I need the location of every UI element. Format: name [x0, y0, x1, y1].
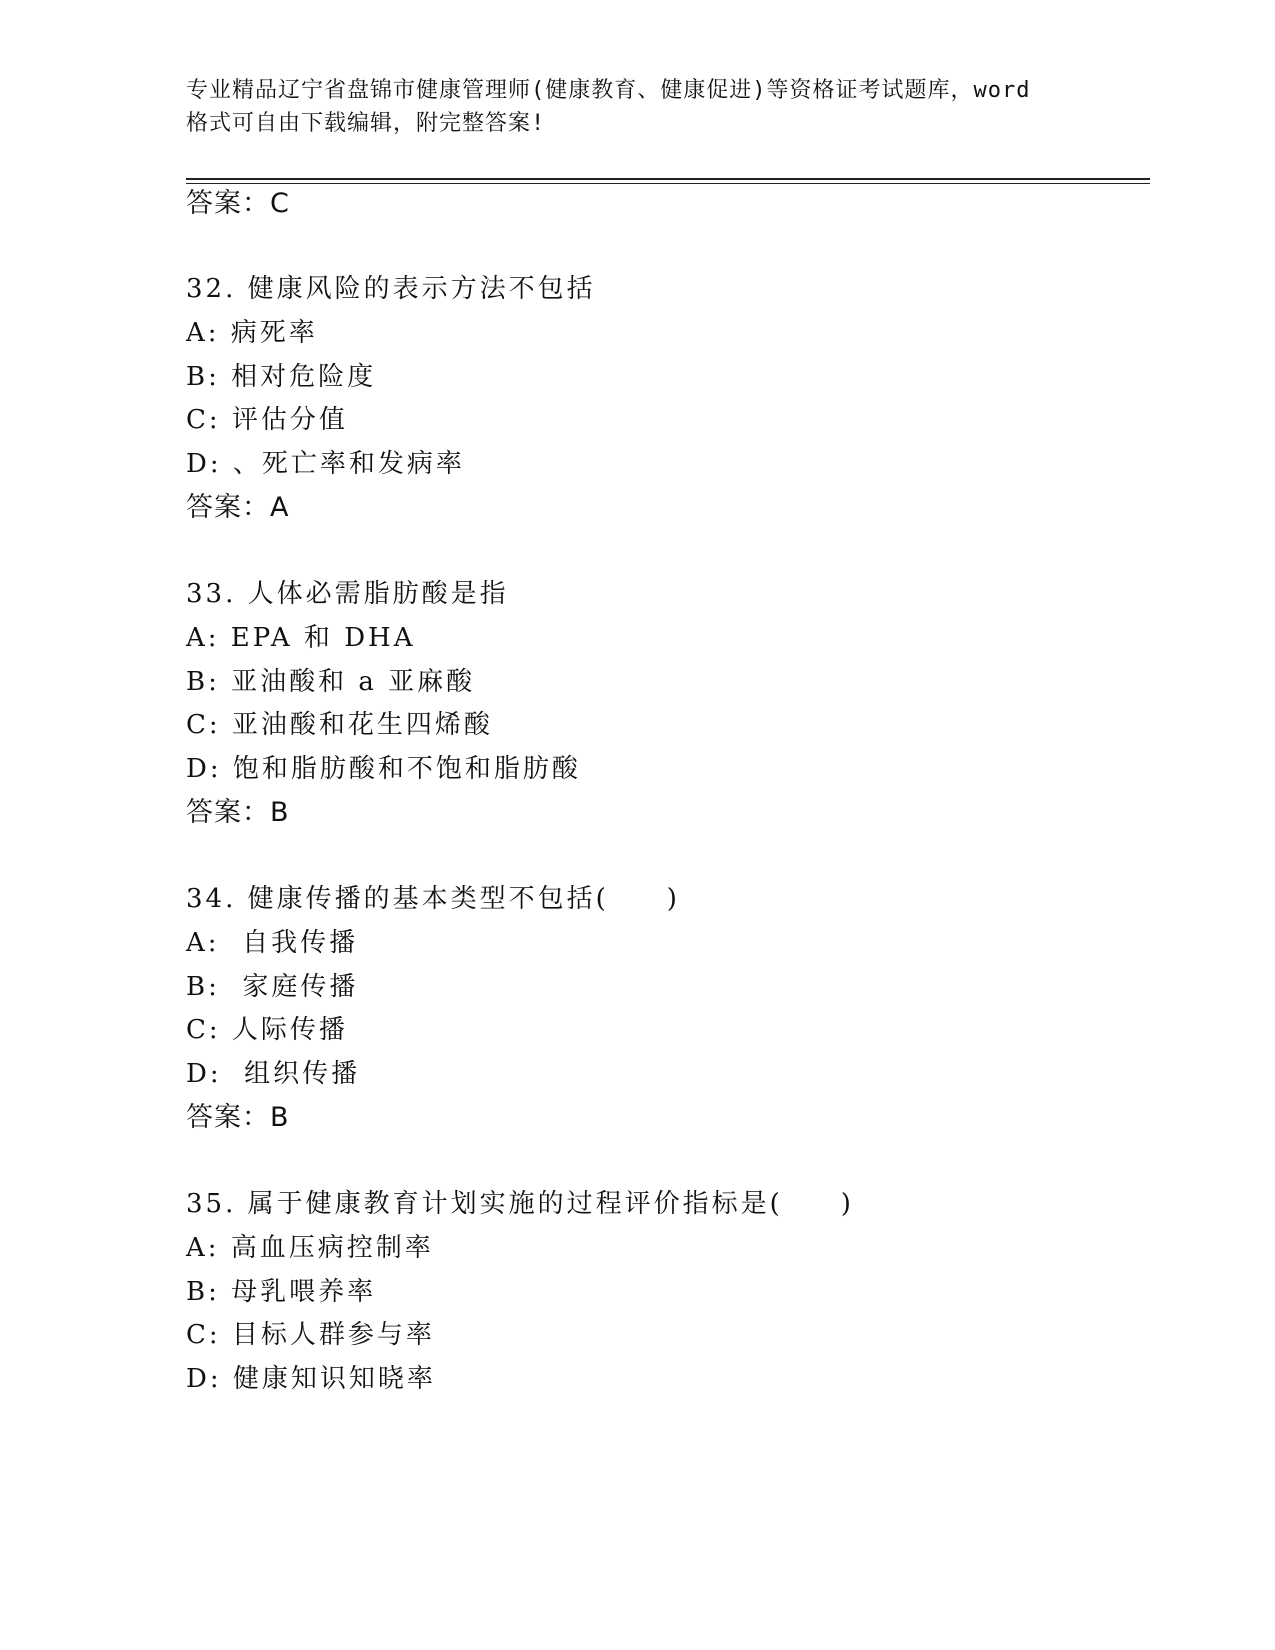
- option-a: A: 病死率: [186, 318, 318, 348]
- answer-label: 答案：A: [186, 492, 290, 523]
- answer-label: 答案：B: [186, 1102, 290, 1133]
- option-b: B: 母乳喂养率: [186, 1277, 377, 1307]
- option-c: C: 亚油酸和花生四烯酸: [186, 710, 493, 740]
- option-a: A: 高血压病控制率: [186, 1233, 434, 1263]
- header-rule-thick: [186, 178, 1150, 180]
- option-b: B: 亚油酸和 a 亚麻酸: [186, 667, 476, 697]
- document-header: [186, 74, 1086, 140]
- option-d: D: 、死亡率和发病率: [186, 449, 465, 479]
- option-b: B: 家庭传播: [186, 972, 359, 1002]
- header-rule-thin: [186, 183, 1150, 184]
- question-stem: 35. 属于健康教育计划实施的过程评价指标是( ): [186, 1189, 854, 1219]
- option-a: A: 自我传播: [186, 928, 359, 958]
- header-line-1: 专业精品辽宁省盘锦市健康管理师(健康教育、健康促进)等资格证考试题库，word: [186, 78, 1031, 103]
- option-d: D: 组织传播: [186, 1059, 361, 1089]
- option-d: D: 健康知识知晓率: [186, 1364, 436, 1394]
- option-b: B: 相对危险度: [186, 362, 377, 392]
- option-c: C: 人际传播: [186, 1015, 348, 1045]
- answer-label: 答案：C: [186, 188, 290, 219]
- option-c: C: 目标人群参与率: [186, 1320, 435, 1350]
- option-d: D: 饱和脂肪酸和不饱和脂肪酸: [186, 754, 581, 784]
- question-stem: 34. 健康传播的基本类型不包括( ): [186, 884, 680, 914]
- header-line-2: 格式可自由下载编辑，附完整答案!: [186, 111, 546, 136]
- answer-label: 答案：B: [186, 797, 290, 828]
- option-a: A: EPA 和 DHA: [186, 623, 416, 653]
- question-stem: 32. 健康风险的表示方法不包括: [186, 274, 596, 304]
- option-c: C: 评估分值: [186, 405, 348, 435]
- question-stem: 33. 人体必需脂肪酸是指: [186, 579, 509, 609]
